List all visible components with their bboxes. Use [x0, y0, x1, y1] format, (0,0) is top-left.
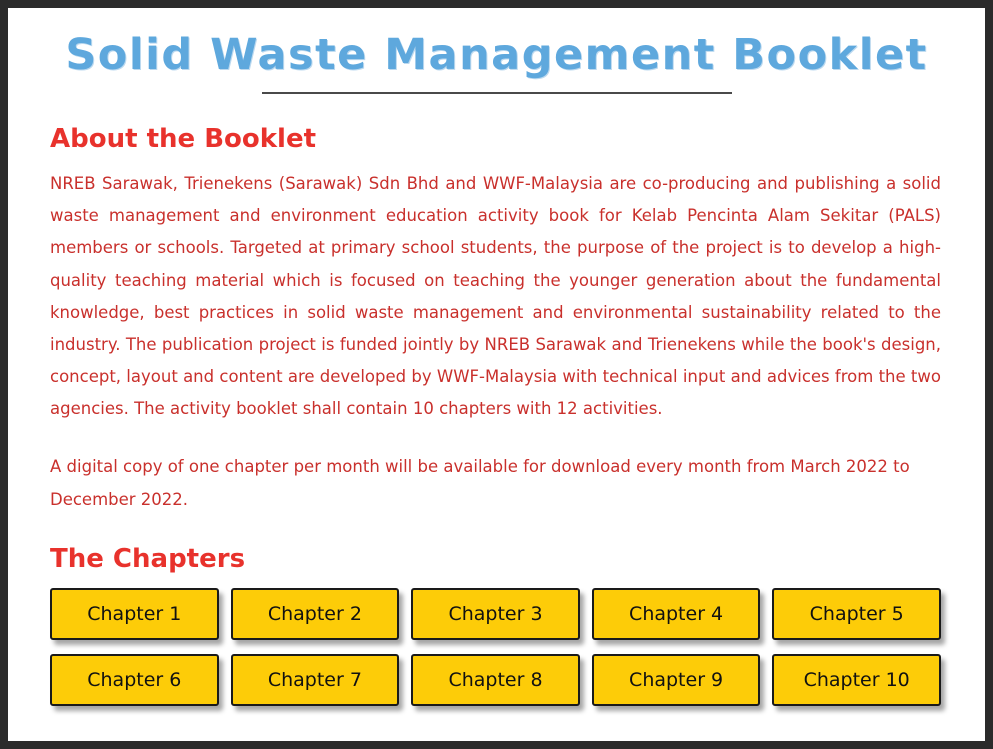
chapter-button-5[interactable]: Chapter 5	[772, 588, 941, 640]
chapter-button-4[interactable]: Chapter 4	[592, 588, 761, 640]
chapters-heading: The Chapters	[50, 543, 246, 574]
chapter-button-3[interactable]: Chapter 3	[411, 588, 580, 640]
chapter-button-6[interactable]: Chapter 6	[50, 654, 219, 706]
chapter-grid	[50, 588, 941, 706]
chapter-button-8[interactable]: Chapter 8	[411, 654, 580, 706]
about-paragraph: NREB Sarawak, Trienekens (Sarawak) Sdn Bhd and WWF-Malaysia are co-producing and publishing a solid waste management and environment education activity book for Kelab Pencinta Alam Sekitar (PALS) members or schools. Targeted at primary school students, the purpose of the project is to develop a high-quality teaching material which is focused on teaching the younger generation about the fundamental knowledge, best practices in solid waste management and environmental sustainability related to the industry. The publication project is funded jointly by NREB Sarawak and Trienekens while the book's design, concept, layout and content are developed by WWF-Malaysia with technical input and advices from the two agencies. The activity booklet shall contain 10 chapters with 12 activities.	[50, 174, 941, 419]
about-note: A digital copy of one chapter per month will be available for download every month from March 2022 to December 2022.	[50, 457, 910, 509]
chapter-button-2[interactable]: Chapter 2	[231, 588, 400, 640]
chapter-button-7[interactable]: Chapter 7	[231, 654, 400, 706]
about-heading: About the Booklet	[50, 124, 317, 154]
chapter-button-1[interactable]: Chapter 1	[50, 588, 219, 640]
title-divider	[262, 92, 732, 94]
document-content	[8, 124, 985, 706]
page-title: Solid Waste Management Booklet	[65, 30, 928, 80]
chapter-button-9[interactable]: Chapter 9	[592, 654, 761, 706]
document-page	[8, 8, 985, 741]
chapter-button-10[interactable]: Chapter 10	[772, 654, 941, 706]
